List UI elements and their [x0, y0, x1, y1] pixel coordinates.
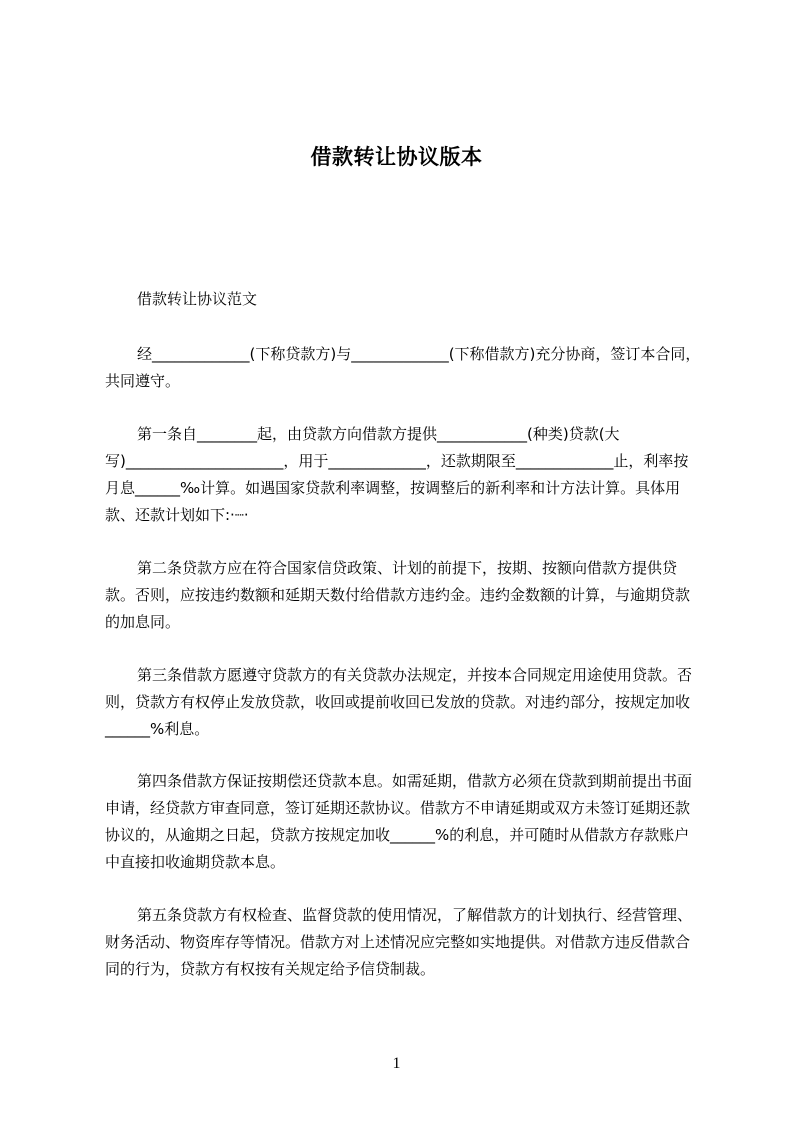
- page-number: 1: [392, 1055, 401, 1072]
- paragraph-article-4: 第四条借款方保证按期偿还贷款本息。如需延期，借款方必须在贷款到期前提出书面申请，经贷款方审查同意，签订延期还款协议。借款方不申请延期或双方未签订延期还款协议的，从逾期之日起，贷款方按规定加收______%的利息，并可随时从借款方存款账户中直接扣收逾期贷款本息。: [105, 772, 693, 871]
- document-subtitle: 借款转让协议范文: [137, 290, 258, 308]
- paragraph-article-5: 第五条贷款方有权检查、监督贷款的使用情况，了解借款方的计划执行、经营管理、财务活动、物资库存等情况。借款方对上述情况应完整如实地提供。对借款方违反借款合同的行为，贷款方有权按有关规定给予信贷制裁。: [105, 906, 693, 978]
- paragraph-article-1: 第一条自________起，由贷款方向借款方提供____________(种类)贷款(大写)_____________________，用于_____________，还款期限至_____________止，利率按月息______‰计算。如遇国家贷款利率调整，按调整后的新利率和计方法计算。具体用款、还款计划如下:·┈·: [105, 425, 689, 524]
- paragraph-article-3: 第三条借款方愿遵守贷款方的有关贷款办法规定，并按本合同规定用途使用贷款。否则，贷款方有权停止发放贷款，收回或提前收回已发放的贷款。对违约部分，按规定加收______%利息。: [105, 666, 693, 738]
- paragraph-article-2: 第二条贷款方应在符合国家信贷政策、计划的前提下，按期、按额向借款方提供贷款。否则，应按违约数额和延期天数付给借款方违约金。违约金数额的计算，与逾期贷款的加息同。: [105, 559, 691, 631]
- document-title: 借款转让协议版本: [310, 145, 483, 169]
- paragraph-intro: 经_____________(下称贷款方)与_____________(下称借款方)充分协商，签订本合同，共同遵守。: [105, 345, 701, 390]
